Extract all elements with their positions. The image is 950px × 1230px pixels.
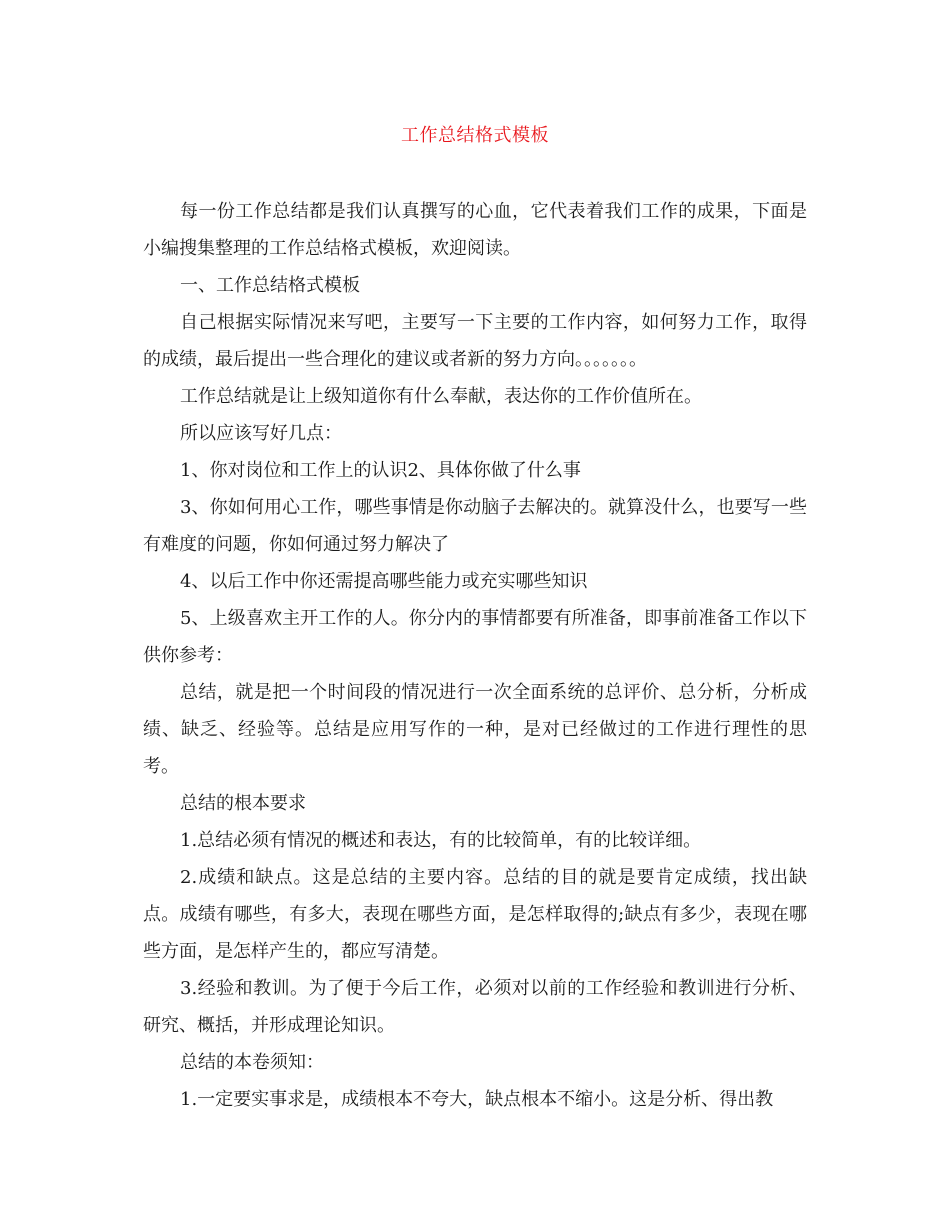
document-body — [143, 193, 807, 1118]
paragraph-subheading: 总结的本卷须知： — [180, 1052, 324, 1073]
paragraph-section-heading: 一、工作总结格式模板 — [180, 275, 360, 296]
paragraph: 总结，就是把一个时间段的情况进行一次全面系统的总评价、总分析，分析成绩、缺乏、经验等。总结是应用写作的一种，是对已经做过的工作进行理性的思考。 — [143, 682, 807, 777]
list-item: 3.经验和教训。为了便于今后工作，必须对以前的工作经验和教训进行分析、研究、概括，并形成理论知识。 — [143, 978, 807, 1036]
paragraph: 所以应该写好几点： — [180, 423, 342, 444]
paragraph-subheading: 总结的根本要求 — [180, 793, 306, 814]
list-item: 4、以后工作中你还需提高哪些能力或充实哪些知识 — [180, 571, 588, 592]
list-item: 2.成绩和缺点。这是总结的主要内容。总结的目的就是要肯定成绩，找出缺点。成绩有哪些，有多大，表现在哪些方面，是怎样取得的;缺点有多少，表现在哪些方面，是怎样产生的，都应写清楚。 — [143, 867, 807, 962]
document-title: 工作总结格式模板 — [401, 125, 549, 146]
paragraph-intro: 每一份工作总结都是我们认真撰写的心血，它代表着我们工作的成果，下面是小编搜集整理的工作总结格式模板，欢迎阅读。 — [143, 201, 807, 259]
paragraph: 自己根据实际情况来写吧，主要写一下主要的工作内容，如何努力工作，取得的成绩，最后提出一些合理化的建议或者新的努力方向。。。。。。。 — [143, 312, 807, 370]
list-item: 1.一定要实事求是，成绩根本不夸大，缺点根本不缩小。这是分析、得出教 — [180, 1089, 774, 1110]
list-item: 3、你如何用心工作，哪些事情是你动脑子去解决的。就算没什么，也要写一些有难度的问题，你如何通过努力解决了 — [143, 497, 807, 555]
paragraph: 工作总结就是让上级知道你有什么奉献，表达你的工作价值所在。 — [180, 386, 702, 407]
list-item: 5、上级喜欢主开工作的人。你分内的事情都要有所准备，即事前准备工作以下供你参考： — [143, 608, 807, 666]
list-item: 1.总结必须有情况的概述和表达，有的比较简单，有的比较详细。 — [180, 830, 702, 851]
list-item: 1、你对岗位和工作上的认识2、具体你做了什么事 — [180, 460, 581, 481]
